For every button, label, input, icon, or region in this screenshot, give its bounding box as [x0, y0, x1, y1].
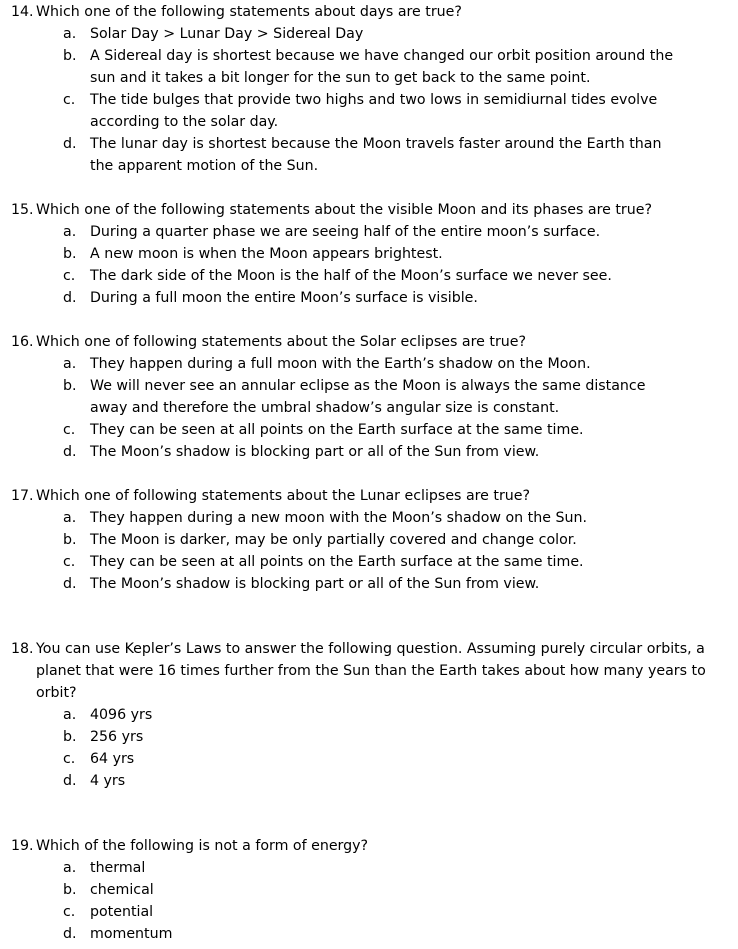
option-letter: c.	[63, 904, 76, 920]
option-b	[11, 45, 731, 89]
option-text: The Moon’s shadow is blocking part or all of the Sun from view.	[90, 444, 540, 460]
question-15	[11, 199, 731, 309]
question-14	[11, 1, 731, 177]
option-list	[11, 221, 731, 309]
option-letter: b.	[63, 882, 77, 898]
option-letter: b.	[63, 246, 77, 262]
option-letter: b.	[63, 532, 77, 548]
question-text: You can use Kepler’s Laws to answer the following question. Assuming purely circular orbits, a planet that were 16 times further from the Sun than the Earth takes about how many years to orbit?	[36, 641, 706, 701]
option-letter: c.	[63, 554, 76, 570]
option-text: 4096 yrs	[90, 707, 153, 723]
question-number: 14.	[11, 4, 34, 20]
option-d	[11, 770, 731, 792]
option-text: They happen during a full moon with the Earth’s shadow on the Moon.	[90, 356, 591, 372]
question-number: 15.	[11, 202, 34, 218]
option-a	[11, 704, 731, 726]
option-a	[11, 221, 731, 243]
option-b	[11, 879, 731, 901]
option-text: chemical	[90, 882, 154, 898]
option-text: momentum	[90, 926, 173, 942]
question-text: Which one of the following statements about days are true?	[36, 4, 462, 20]
option-text: Solar Day > Lunar Day > Sidereal Day	[90, 26, 364, 42]
option-d	[11, 923, 731, 945]
option-letter: a.	[63, 707, 77, 723]
question-19	[11, 835, 731, 945]
option-text: We will never see an annular eclipse as the Moon is always the same distance away and therefore the umbral shadow’s angular size is constant.	[90, 378, 646, 416]
option-list	[11, 507, 731, 595]
option-text: They can be seen at all points on the Earth surface at the same time.	[90, 554, 584, 570]
option-letter: c.	[63, 751, 76, 767]
question-text: Which one of the following statements about the visible Moon and its phases are true?	[36, 202, 653, 218]
option-a	[11, 353, 731, 375]
option-a	[11, 857, 731, 879]
question-number: 18.	[11, 641, 34, 657]
option-letter: d.	[63, 136, 77, 152]
option-letter: a.	[63, 860, 77, 876]
question-text: Which of the following is not a form of energy?	[36, 838, 369, 854]
option-letter: c.	[63, 92, 76, 108]
option-c	[11, 748, 731, 770]
option-d	[11, 287, 731, 309]
option-letter: c.	[63, 268, 76, 284]
option-letter: d.	[63, 773, 77, 789]
option-c	[11, 265, 731, 287]
option-d	[11, 133, 731, 177]
question-number: 17.	[11, 488, 34, 504]
option-a	[11, 507, 731, 529]
option-letter: b.	[63, 48, 77, 64]
option-list	[11, 704, 731, 792]
option-letter: b.	[63, 378, 77, 394]
option-letter: a.	[63, 356, 77, 372]
option-text: The Moon’s shadow is blocking part or all of the Sun from view.	[90, 576, 540, 592]
option-letter: d.	[63, 926, 77, 942]
option-text: 256 yrs	[90, 729, 144, 745]
option-text: The dark side of the Moon is the half of the Moon’s surface we never see.	[90, 268, 612, 284]
option-b	[11, 375, 731, 419]
question-number: 16.	[11, 334, 34, 350]
option-text: They happen during a new moon with the Moon’s shadow on the Sun.	[90, 510, 587, 526]
option-text: A new moon is when the Moon appears brightest.	[90, 246, 443, 262]
option-text: The tide bulges that provide two highs and two lows in semidiurnal tides evolve according to the solar day.	[90, 92, 658, 130]
option-letter: c.	[63, 422, 76, 438]
option-d	[11, 573, 731, 595]
question-text: Which one of following statements about the Solar eclipses are true?	[36, 334, 527, 350]
question-number: 19.	[11, 838, 34, 854]
option-c	[11, 901, 731, 923]
option-c	[11, 551, 731, 573]
option-letter: d.	[63, 576, 77, 592]
option-text: thermal	[90, 860, 146, 876]
option-text: They can be seen at all points on the Earth surface at the same time.	[90, 422, 584, 438]
option-list	[11, 857, 731, 945]
option-letter: b.	[63, 729, 77, 745]
option-b	[11, 243, 731, 265]
question-17	[11, 485, 731, 595]
option-text: The lunar day is shortest because the Moon travels faster around the Earth than the apparent motion of the Sun.	[90, 136, 662, 174]
question-18	[11, 638, 731, 792]
option-text: The Moon is darker, may be only partially covered and change color.	[90, 532, 577, 548]
option-letter: d.	[63, 290, 77, 306]
option-text: A Sidereal day is shortest because we have changed our orbit position around the sun and it takes a bit longer for the sun to get back to the same point.	[90, 48, 674, 86]
option-list	[11, 23, 731, 177]
option-text: potential	[90, 904, 154, 920]
option-list	[11, 353, 731, 463]
option-b	[11, 726, 731, 748]
option-letter: d.	[63, 444, 77, 460]
question-text: Which one of following statements about the Lunar eclipses are true?	[36, 488, 531, 504]
option-d	[11, 441, 731, 463]
option-letter: a.	[63, 26, 77, 42]
option-c	[11, 89, 731, 133]
option-b	[11, 529, 731, 551]
option-c	[11, 419, 731, 441]
option-letter: a.	[63, 224, 77, 240]
option-text: During a quarter phase we are seeing half of the entire moon’s surface.	[90, 224, 601, 240]
option-text: 64 yrs	[90, 751, 135, 767]
option-text: During a full moon the entire Moon’s surface is visible.	[90, 290, 478, 306]
option-a	[11, 23, 731, 45]
option-text: 4 yrs	[90, 773, 126, 789]
option-letter: a.	[63, 510, 77, 526]
question-16	[11, 331, 731, 463]
